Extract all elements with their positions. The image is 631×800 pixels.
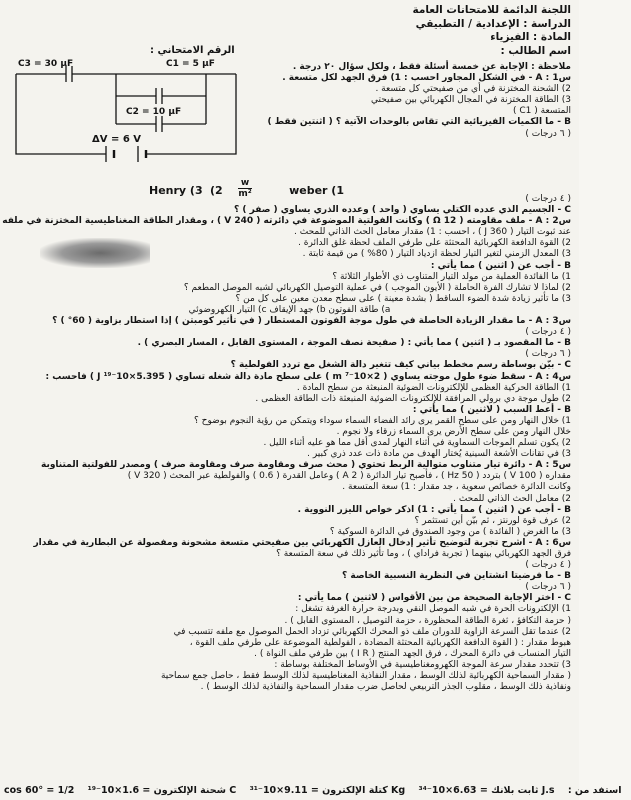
exam-line: ( ٦ درجات ) [525,349,571,360]
exam-line: B - ما الكميات الفيزيائية التي تقاس بالوحدات الآتية ؟ ( اثنتين فقط ) [267,117,571,128]
exam-line: ملاحظة : الإجابة عن خمسة أسئلة فقط ، ولكل سؤال ٢٠ درجة . [292,62,571,72]
exam-line: 3) تتحدد مقدار سرعة الموجة الكهرومغناطيسية في الأوساط المختلفة بوساطة : [274,659,571,670]
exam-line: ( ٦ درجات ) [525,582,571,593]
exam-line: فرق الجهد الكهربائي بينهما ( تجربة فراداي ) ، وما تأثير ذلك في سعة المتسعة ؟ [276,549,571,559]
exam-line: ( ٤ درجات ) [525,327,571,338]
exam-line: مقداره ( 100 V ) بتردد ( 50 Hz ) ، فأصبح تيار الدائرة ( 2 A ) وعامل القدرة ( 0.6 ) والفولطية عبر المحث ( 320 V ) [127,471,571,482]
exam-line: المتسعة ( C1 ) [513,106,571,117]
electron-mass: كتلة الإلكترون = 9.11×10⁻³¹ Kg [249,785,406,796]
exam-line: س2 : A - ملف مقاومته ( Ω 12 ) وكانت الفولتية الموضوعة في دائرته ( V 240 ) ، ومقدار الطاقة المغناطيسية المختزنة في ملفه [2,216,571,227]
exam-line: ( ٦ درجات ) [525,128,571,139]
exam-line: س6 : A - اشرح تجربة لتوضيح تأثير إدخال العازل الكهربائي بين صفيحتي متسعة مشحونة ومفصولة عن البطارية في مقدار [33,537,571,548]
questions-2-6-block [2,194,571,693]
unit-index-2: (2 [210,184,223,197]
exam-line: C - اختر الإجابة الصحيحة من بين الأقواس ( لاثنين ) مما يأتي : [297,593,571,604]
exam-line: 1) الطاقة الحركية العظمى للإلكترونات الضوئية المنبعثة من سطح المادة . [296,382,571,393]
exam-line: 3) المعدل الزمني لتغير التيار لحظة ازدياد التيار ( 80% ) من قيمة ثابتة . [302,249,571,260]
constants-footer [4,785,622,796]
exam-line: 2) عرف قوة لورنتز ، ثم بيّن أين تستثمر ؟ [414,515,571,526]
exam-line: C - بيّن بوساطة رسم مخطط بياني كيف تتغير دالة الشغل مع تردد الفولطية ؟ [230,360,571,371]
c1-label: C1 = 5 μF [166,59,215,69]
study-level: الدراسة : الإعدادية / التطبيقي [415,17,571,30]
exam-line: هبوط مقدار : ( القوة الدافعة الكهربائية المحتثة المضادة ، الفولطية الموضوعة على طرفي ملف القوة ، [189,637,571,648]
exam-line: 3) الطاقة المختزنة في المجال الكهربائي بين صفيحتي [371,95,571,106]
exam-line: ( حزمة التكافؤ ، ثغرة الطاقة المحظورة ، حزمة التوصيل ، المستوى القابل ) . [284,615,571,626]
exam-line: 2) عندما تقل السرعة الزاوية للدوران ملف ذو المحرك الكهربائي تزداد الحمل الموصول مع ملفه تتسبب في [173,626,571,637]
exam-line: 3) ما الغرض ( الفائدة ) من وجود الصندوق في الدائرة السوكية ؟ [329,526,571,537]
exam-line: عند ثبوت التيار ( J 360 ) ، احسب : 1) مقدار معامل الحث الذاتي للمحث . [294,227,571,238]
exam-line: 2) طول موجة دي برولي المرافقة للإلكترونات الضوئية المنبعثة ذات الطاقة العظمى . [255,393,571,404]
cos-value: cos 60° = 1/2 [4,785,75,796]
exam-line: وكانت الدائرة خصائص سعوية ، جد مقدار : 1) سعة المتسعة . [342,482,571,493]
unit-henry: Henry (3 [149,184,203,197]
electron-charge: شحنة الإلكترون = 1.6×10⁻¹⁹ C [87,785,237,796]
exam-line: ( ٤ درجات ) [525,194,571,204]
exam-line: 1) خلال النهار ومن على سطح القمر يرى رائد الفضاء السماء سوداء ويتمكن من رؤية النجوم بوضوح ؟ [194,415,571,426]
planck-constant: ثابت بلانك = 6.63×10⁻³⁴ J.s [418,785,555,796]
exam-line: ونفاذية ذلك الوسط ، مقلوب الجذر التربيعي لحاصل ضرب مقدار السماحية والنفاذية لذلك الوسط ) . [200,682,571,693]
exam-line: 1) ما الفائدة العملية من مولد التيار المتناوب ذي الأطوار الثلاثة ؟ [332,271,571,282]
unit-denominator: m² [238,189,252,199]
exam-line: 2) القوة الدافعة الكهربائية المحتثة على طرفي الملف لحظة غلق الدائرة . [298,238,571,249]
student-name-label: اسم الطالب : [500,44,571,57]
exam-header [401,4,571,58]
exam-line: س1 : A - في الشكل المجاور احسب : 1) فرق الجهد لكل متسعة . [282,73,571,84]
committee-name: اللجنة الدائمة للامتحانات العامة [412,4,571,16]
ink-smudge [40,238,150,268]
exam-line: س4 : A - سقط ضوء طول موجته يساوي ( 2×10⁻⁷ m ) على سطح مادة دالة شغله تساوي ( 5.395×10⁻¹⁹ J ) فاحسب : [45,371,571,382]
exam-line: ( ٤ درجات ) [525,560,571,571]
exam-line: B - أجب عن ( اثنين ) مما يأتي : [430,260,571,271]
exam-line: س3 : A - ما مقدار الزيادة الحاصلة في طول موجة الفوتون المستطار ( في تأثير كومبتن ) إذا استطار بزاوية ( 60° ) ؟ [52,316,571,327]
c2-label: C2 = 10 μF [126,107,182,117]
exam-line: س5 : A - دائرة تيار متناوب متوالية الربط تحتوي ( محث صرف ومقاومة صرف ومقاومة صرف ) ومصدر للفولتية المتناوبة [41,460,571,471]
capacitor-circuit-diagram [6,54,242,166]
c3-label: C3 = 30 μF [18,59,74,69]
exam-line: ( مقدار السماحية الكهربائية لذلك الوسط ، مقدار النفاذية المغناطيسية لذلك الوسط فقط ، حاصل جمع سماحية [160,671,571,682]
unit-numerator: w [240,178,250,188]
exam-line: a) طاقة الفوتون b) جهد الإيقاف c) التيار الكهروضوئي [188,304,391,315]
exam-line: B - أجب عن ( اثنين ) مما يأتي : 1) اذكر خواص الليزر النووية . [297,504,571,515]
exam-line: 2) لماذا لا تشارك الفرة الحاملة ( الأيون الموجب ) في عملية التوصيل الكهربائي لشبه الموصل المطعم ؟ [183,282,571,293]
exam-line: التيار المنساب في دائرة المحرك ، فرق الجهد المنتج ( I R ) بين طرفي ملف النواة ) . [254,648,571,659]
exam-line: 2) يكون تسلم الموجات السماوية في أثناء النهار لمدى أقل مما هو عليه أثناء الليل . [263,438,571,449]
exam-line: B - ما فرضيتا انشتاين في النظرية النسبية الخاصة ؟ [342,571,571,582]
question-1-block [250,62,571,140]
subject: المادة : الفيزياء [490,31,571,43]
exam-line: B - ما المقصود بـ ( اثنين ) مما يأتي : ( صفيحة نصف الموجة ، المستوى القابل ، المسار البصري ) . [137,338,571,349]
use-label: استفد من : [567,785,622,796]
exam-line: B - أعط السبب ( لاثنين ) مما يأتي : [412,404,571,415]
exam-line: C - الجسيم الذي عدده الكتلي يساوي ( واحد ) وعدده الذري يساوي ( صفر ) ؟ [234,205,571,216]
unit-weber: weber (1 [289,184,344,197]
exam-line: خلال النهار ومن على سطح الأرض يرى السماء زرقاء ولا نجوم . [336,426,571,437]
exam-line: 2) معامل الحث الذاتي للمحث . [453,493,571,504]
seat-number-label: الرقم الامتحاني : [150,45,235,56]
exam-line: 3) في تقانات الأشعة السينية يُختار الهدف من مادة ذات عدد ذري كبير . [307,449,571,460]
exam-line: 1) الإلكترونات الحرة في شبه الموصل النقي وبدرجة حرارة الغرفة تشغل : [295,604,571,615]
exam-line: 3) ما تأثير زيادة شدة الضوء الساقط ( بشدة معينة ) على سطح معدن معين على كل من ؟ [235,293,571,304]
exam-line: 2) الشحنة المختزنة في أي من صفيحتي كل متسعة . [375,84,571,95]
voltage-label: ΔV = 6 V [92,134,141,145]
